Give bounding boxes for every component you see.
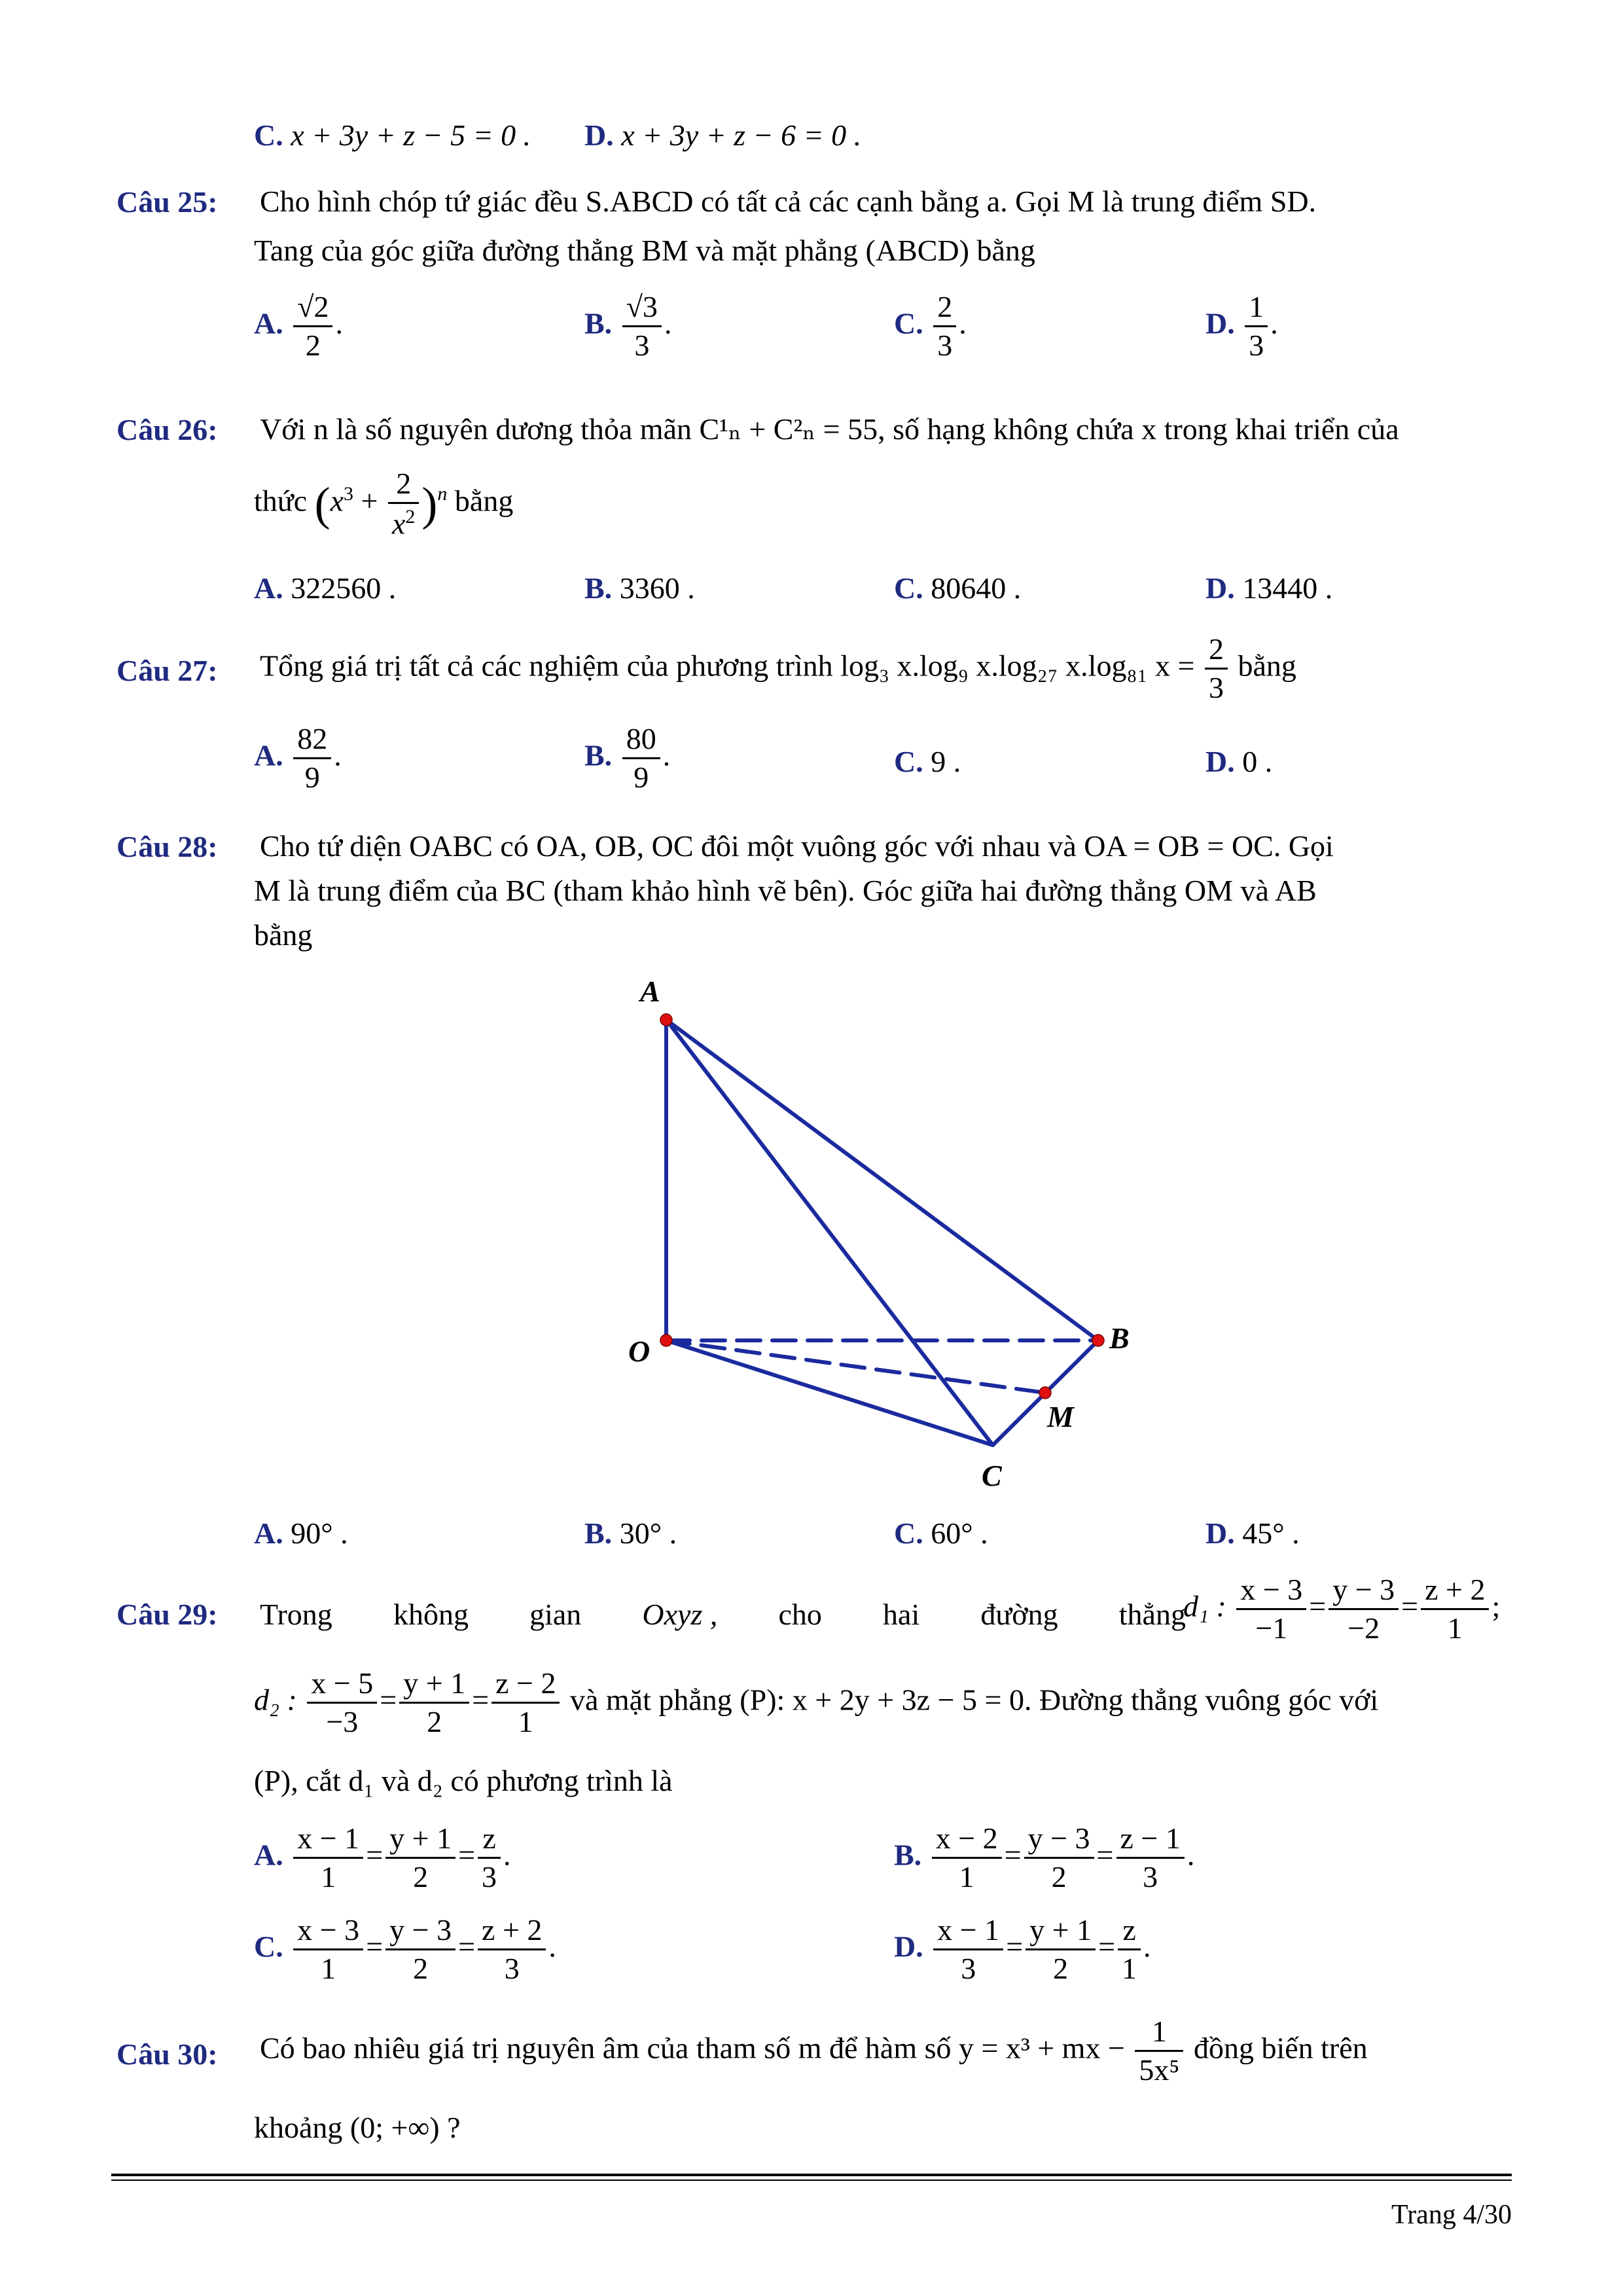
q29-line3: (P), cắt d₁ và d₂ có phương trình là (254, 1764, 673, 1797)
q26-option-c (894, 571, 1021, 605)
option-label: A. (254, 1838, 283, 1872)
option-fraction: $\frac{1}{3}$ (1245, 291, 1268, 362)
point-o (660, 1335, 672, 1346)
q29-option-b: B. $\frac{x - 2}{1}$ = $\frac{y - 3}{2}$ = $\frac{z - 1}{3}$ . (894, 1821, 1195, 1894)
q28-option-b (584, 1516, 677, 1551)
q30-fraction: $\frac{1}{\text{5x⁵}}$ (1135, 2016, 1183, 2087)
option-label: D. (1205, 745, 1235, 778)
footer-rule-thin (111, 2179, 1512, 2181)
word: đường (980, 1598, 1058, 1631)
q30-text: Có bao nhiêu giá trị nguyên âm của tham số m để hàm số y = x³ + mx − (260, 2031, 1125, 2065)
q28-label: Câu 28: (116, 830, 218, 863)
edge-ab (666, 1020, 1098, 1340)
option-label: D. (1205, 1516, 1235, 1550)
q26-line2-post: bằng (454, 484, 514, 518)
word: không (393, 1598, 469, 1631)
option-label: B. (584, 306, 613, 340)
q26-option-d (1205, 571, 1332, 605)
option-label: D. (1205, 571, 1235, 605)
point-b (1092, 1335, 1104, 1346)
q26-line2-pre: thức (254, 484, 308, 518)
q27-option-c (894, 744, 961, 779)
q29-option-d: D. $\frac{x - 1}{3}$ = $\frac{y + 1}{2}$ = $\frac{z}{1}$ . (894, 1913, 1151, 1986)
q28-option-d (1205, 1516, 1300, 1551)
q26-line2: thức ($x^3$ + $\frac{2}{x^2}$ )$^n$ bằng (254, 467, 514, 541)
option-label: B. (584, 1516, 613, 1550)
q28-line2: M là trung điểm của BC (tham khảo hình vẽ bên). Góc giữa hai đường thẳng OM và AB (254, 874, 1317, 907)
q26-option-b (584, 571, 695, 605)
footer-rule (111, 2174, 1512, 2176)
option-fraction: $\frac{80}{9}$ (622, 723, 660, 794)
option-text: 13440 . (1242, 571, 1333, 605)
edge-oc (666, 1340, 993, 1445)
option-label: B. (894, 1838, 922, 1872)
option-fraction: $\frac{√3}{3}$ (622, 291, 662, 362)
point-m (1039, 1387, 1051, 1399)
option-label: B. (584, 571, 613, 605)
q25-option-b: B. $\frac{√3}{3}$ . (584, 290, 672, 363)
option-text: 80640 . (931, 571, 1022, 605)
prev-option-d (584, 118, 861, 152)
q30-post: đồng biến trên (1193, 2031, 1368, 2065)
segment-om-dashed (666, 1340, 1045, 1393)
option-text: x + 3y + z − 6 = 0 . (621, 118, 862, 152)
word: Trong (260, 1598, 332, 1631)
option-text: 0 . (1242, 745, 1273, 778)
q28-option-a (254, 1516, 348, 1551)
point-a (660, 1014, 672, 1026)
tetrahedron-figure (589, 969, 1130, 1492)
prev-option-c (254, 118, 531, 152)
q28-line3: bằng (254, 918, 313, 952)
q26-option-a (254, 571, 396, 605)
q28-line1: Cho tứ diện OABC có OA, OB, OC đôi một vuông góc với nhau và OA = OB = OC. Gọi (260, 829, 1334, 863)
label-a: A (640, 975, 660, 1008)
q27-line1 (260, 634, 1296, 704)
option-text: 45° . (1242, 1516, 1300, 1550)
q27-option-b: B. $\frac{80}{9}$ . (584, 722, 671, 795)
option-text: 322560 . (291, 571, 397, 605)
edge-ac (666, 1020, 993, 1445)
option-text: 30° . (619, 1516, 677, 1550)
d1-name: d₁ : (1183, 1589, 1226, 1623)
q27-option-d (1205, 744, 1272, 779)
option-label: A. (254, 1516, 283, 1550)
q27-post: bằng (1238, 649, 1296, 683)
option-label: A. (254, 571, 283, 605)
word: hai (883, 1598, 920, 1631)
label-b: B (1109, 1321, 1130, 1355)
option-label: A. (254, 738, 283, 772)
option-label: C. (894, 571, 923, 605)
q27-option-a: A. $\frac{82}{9}$ . (254, 722, 342, 795)
q25-line1: Cho hình chóp tứ giác đều S.ABCD có tất cả các cạnh bằng a. Gọi M là trung điểm SD. (260, 185, 1317, 218)
q25-line2: Tang của góc giữa đường thẳng BM và mặt phẳng (ABCD) bằng (254, 234, 1035, 267)
option-fraction: $\frac{√2}{2}$ (293, 291, 332, 362)
q29-d1: d₁ : $\frac{x - 3}{-1}$ = $\frac{y - 3}{-2}$ = $\frac{z + 2}{1}$ ; (1183, 1573, 1501, 1645)
option-label: D. (584, 118, 614, 152)
q29-line2: d₂ : $\frac{x - 5}{-3}$ = $\frac{y + 1}{2}$ = $\frac{z - 2}{1}$ và mặt phẳng (P): x + 2y + 3z − 5 = 0. Đường thẳng vuông góc với (254, 1666, 1379, 1739)
q27-label: Câu 27: (116, 654, 218, 687)
option-label: C. (254, 118, 283, 152)
q29-line2-post: và mặt phẳng (P): x + 2y + 3z − 5 = 0. Đường thẳng vuông góc với (569, 1683, 1379, 1717)
option-text: 9 . (931, 745, 961, 778)
option-label: A. (254, 306, 283, 340)
word: thẳng (1118, 1598, 1186, 1631)
option-text: x + 3y + z − 5 = 0 . (291, 118, 531, 152)
q29-line1-words (260, 1597, 1186, 1632)
q25-option-d: D. $\frac{1}{3}$ . (1205, 290, 1278, 363)
q25-label: Câu 25: (116, 185, 218, 219)
q27-equation: Tổng giá trị tất cả các nghiệm của phương trình log₃ x.log₉ x.log₂₇ x.log₈₁ x = (260, 649, 1195, 683)
q28-option-c (894, 1516, 988, 1551)
label-m: M (1047, 1400, 1074, 1433)
q26-label: Câu 26: (116, 413, 218, 446)
option-label: C. (894, 306, 923, 340)
q26-line1: Với n là số nguyên dương thỏa mãn C¹ₙ + C²ₙ = 55, số hạng không chứa x trong khai triển của (260, 412, 1399, 446)
label-c: C (982, 1459, 1002, 1492)
option-label: D. (1205, 306, 1235, 340)
option-fraction: $\frac{82}{9}$ (293, 723, 331, 794)
option-text: 90° . (291, 1516, 348, 1550)
option-label: C. (894, 745, 923, 778)
q25-option-a: A. $\frac{√2}{2}$ . (254, 290, 343, 363)
q30-line1 (260, 2016, 1368, 2087)
option-text: 60° . (931, 1516, 988, 1550)
q27-fraction: $\frac{2}{3}$ (1205, 634, 1228, 704)
word: cho (778, 1598, 822, 1631)
q29-option-a: A. $\frac{x - 1}{1}$ = $\frac{y + 1}{2}$ = $\frac{z}{3}$ . (254, 1821, 511, 1894)
option-text: 3360 . (619, 571, 695, 605)
word: Oxyz , (642, 1598, 718, 1631)
option-label: C. (894, 1516, 923, 1550)
q30-label: Câu 30: (116, 2037, 218, 2071)
option-label: D. (894, 1929, 923, 1964)
q30-line2: khoảng (0; +∞) ? (254, 2111, 461, 2144)
option-label: B. (584, 738, 613, 772)
option-fraction: $\frac{2}{3}$ (933, 291, 956, 362)
q29-label: Câu 29: (116, 1598, 218, 1631)
word: gian (529, 1598, 582, 1631)
q29-option-c: C. $\frac{x - 3}{1}$ = $\frac{y - 3}{2}$ = $\frac{z + 2}{3}$ . (254, 1913, 556, 1986)
label-o: O (628, 1335, 651, 1368)
q25-option-c: C. $\frac{2}{3}$ . (894, 290, 967, 363)
d2-name: d₂ : (254, 1683, 297, 1717)
option-label: C. (254, 1929, 283, 1964)
page-number: Trang 4/30 (1391, 2200, 1512, 2230)
